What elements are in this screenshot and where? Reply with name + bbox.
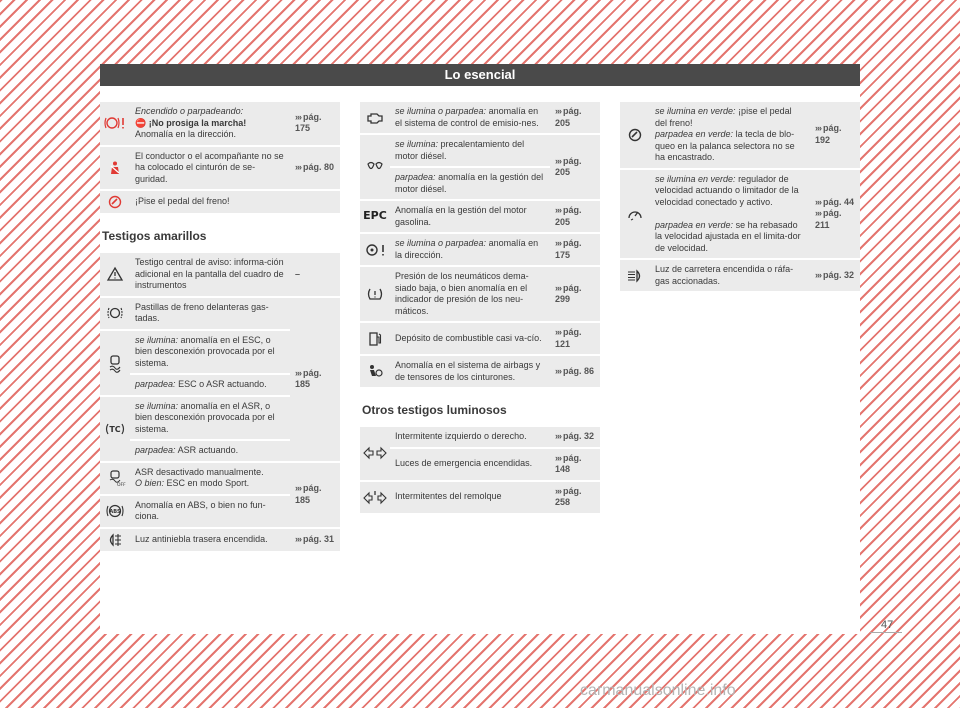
page-ref[interactable]: ››› pág. 258 (550, 482, 600, 513)
column-2 (360, 100, 600, 515)
table-row: se ilumina o parpadea: anomalía en el sistema de control de emisio-nes. ››› pág. 205 (360, 102, 600, 133)
page-number: 47 (881, 619, 894, 631)
page-ref[interactable]: ››› pág. 192 (810, 102, 860, 168)
row-text: Luz de carretera encendida o ráfa-gas accionadas. (650, 260, 810, 291)
watermark: carmanualsonline.info (580, 682, 736, 699)
page-ref[interactable]: ››› pág. 205 (550, 201, 600, 232)
table-row (620, 260, 860, 291)
page-ref (290, 191, 340, 213)
page-ref[interactable]: ››› pág. 175 (290, 102, 340, 145)
svg-text:TC: TC (109, 424, 121, 434)
page-ref[interactable]: ››› pág. 121 (550, 323, 600, 354)
svg-text:ABS: ABS (109, 509, 121, 515)
page-ref[interactable]: ››› pág. 148 (550, 449, 600, 480)
row-text: anomalía en el ESC, o bien desconexión provocada por el sistema. (135, 334, 275, 368)
table-row: parpadea: anomalía en la gestión del motor diésel. (360, 168, 600, 199)
steering-warning-icon (360, 234, 390, 265)
row-text: Intermitente izquierdo o derecho. (390, 427, 550, 447)
row-text: ASR desactivado manualmente. (135, 466, 264, 477)
row-text: anomalía en la dirección. (395, 238, 539, 260)
page-header: Lo esencial (100, 64, 860, 86)
table-row (100, 529, 340, 551)
page-ref: – (290, 253, 340, 296)
epc-icon: EPC (360, 201, 390, 232)
fuel-pump-icon (360, 323, 390, 354)
table-row: se ilumina: anomalía en el ESC, o bien desconexión provocada por el sistema. (100, 331, 340, 374)
row-text: anomalía en el ASR, o bien desconexión provocada por el sistema. (135, 400, 275, 434)
page-ref[interactable]: ››› pág. 205 (550, 102, 600, 133)
page-ref[interactable]: ››› pág. 80 (290, 147, 340, 190)
yellow-lights-table-2 (360, 100, 600, 389)
section-title-other: Otros testigos luminosos (362, 403, 507, 417)
warning-triangle-icon (100, 253, 130, 296)
brake-pedal-icon (100, 191, 130, 213)
table-row (360, 267, 600, 321)
table-row (100, 253, 340, 296)
row-text: Testigo central de aviso: informa-ción adicional en la pantalla del cuadro de instrumentos (130, 253, 290, 296)
brake-pedal-green-icon (620, 102, 650, 168)
glow-plug-icon (360, 135, 390, 199)
page-ref[interactable]: ››› pág. 205 (550, 135, 600, 199)
column-1 (100, 100, 340, 553)
table-row (360, 323, 600, 354)
svg-text:OFF: OFF (117, 483, 126, 488)
table-row (360, 201, 600, 232)
status-label: Encendido o parpadeando: (135, 106, 244, 116)
table-row: TC se ilumina: anomalía en el ASR, o bien desconexión provocada por el sistema. (100, 397, 340, 440)
row-text: Anomalía en ABS, o bien no fun-ciona. (130, 496, 290, 527)
table-row: parpadea: ASR actuando. (100, 441, 340, 461)
column-3 (620, 100, 860, 293)
row-text: El conductor o el acompañante no se ha colocado el cinturón de se-guridad. (130, 147, 290, 190)
high-beam-icon (620, 260, 650, 291)
row-text: Anomalía en la dirección. (135, 129, 237, 139)
page-ref[interactable]: ››› pág. 32 (810, 260, 860, 291)
red-lights-table (100, 100, 340, 215)
other-lights-table (360, 425, 600, 515)
page-ref[interactable]: ››› pág. 32 (550, 427, 600, 447)
seatbelt-icon (100, 147, 130, 190)
trailer-signal-icon (360, 482, 390, 513)
page-ref[interactable]: ››› pág. 31 (290, 529, 340, 551)
esc-skid-icon (100, 331, 130, 395)
page-ref[interactable]: ››› pág. 86 (550, 356, 600, 387)
row-text: ¡Pise el pedal del freno! (130, 191, 290, 213)
page-ref[interactable]: ››› pág. 175 (550, 234, 600, 265)
table-row: parpadea: ESC o ASR actuando. (100, 375, 340, 395)
row-text: ASR actuando. (177, 445, 239, 455)
row-text: Intermitentes del remolque (390, 482, 550, 513)
row-text: Anomalía en la gestión del motor gasolina. (390, 201, 550, 232)
row-text: ESC o ASR actuando. (178, 379, 267, 389)
page-number-rule (870, 632, 902, 633)
table-row (100, 147, 340, 190)
page-ref[interactable]: ››› pág. 44 ››› pág. 211 (810, 170, 860, 259)
row-text: Anomalía en el sistema de airbags y de tensores de los cinturones. (390, 356, 550, 387)
turn-signal-icon (360, 427, 390, 480)
row-text: anomalía en la gestión del motor diésel. (395, 172, 544, 194)
page-ref[interactable]: ››› pág. 185 (290, 463, 340, 527)
esc-off-icon (100, 463, 130, 494)
rear-fog-light-icon (100, 529, 130, 551)
row-text: Luces de emergencia encendidas. (390, 449, 550, 480)
green-lights-table (620, 100, 860, 293)
table-row: se ilumina en verde: ¡pise el pedal del freno! parpadea en verde: la tecla de blo-queo en la palanca selectora no se ha encastrado. ››› pág. 192 (620, 102, 860, 168)
table-row (360, 482, 600, 513)
table-row: se ilumina o parpadea: anomalía en la dirección. ››› pág. 175 (360, 234, 600, 265)
row-text: precalentamiento del motor diésel. (395, 139, 525, 161)
row-text: Luz antiniebla trasera encendida. (130, 529, 290, 551)
table-row (100, 298, 340, 329)
table-row: OFF ASR desactivado manualmente. O bien: ESC en modo Sport. ››› pág. 185 (100, 463, 340, 494)
airbag-icon (360, 356, 390, 387)
row-text: anomalía en el sistema de control de emisio-nes. (395, 106, 539, 128)
table-row: se ilumina: precalentamiento del motor diésel. ››› pág. 205 (360, 135, 600, 166)
yellow-lights-table (100, 251, 340, 553)
stop-alert: ⛔ ¡No prosiga la marcha! (135, 117, 247, 128)
section-title-yellow: Testigos amarillos (102, 229, 207, 243)
table-row: se ilumina en verde: regulador de velocidad actuando o limitador de la velocidad conectado y activo. parpadea en verde: se ha rebasado la velocidad ajustada en el limita-dor de velocidad. ››› pág. 44 ››› pág. 211 (620, 170, 860, 259)
engine-check-icon (360, 102, 390, 133)
tyre-pressure-icon (360, 267, 390, 321)
cruise-control-icon (620, 170, 650, 259)
table-row (100, 102, 340, 145)
page-ref[interactable]: ››› pág. 185 (290, 298, 340, 461)
brake-warning-red-icon (100, 102, 130, 145)
row-text: Presión de los neumáticos dema-siado baja, o bien anomalía en el indicador de presión de los neu-máticos. (390, 267, 550, 321)
table-row (360, 356, 600, 387)
abs-icon (100, 496, 130, 527)
brake-pads-icon (100, 298, 130, 329)
traction-control-icon (100, 397, 130, 461)
row-text: Depósito de combustible casi va-cío. (390, 323, 550, 354)
table-row (100, 191, 340, 213)
table-row (360, 449, 600, 480)
page-ref[interactable]: ››› pág. 299 (550, 267, 600, 321)
table-row (360, 427, 600, 447)
row-text: Pastillas de freno delanteras gas-tadas. (130, 298, 290, 329)
